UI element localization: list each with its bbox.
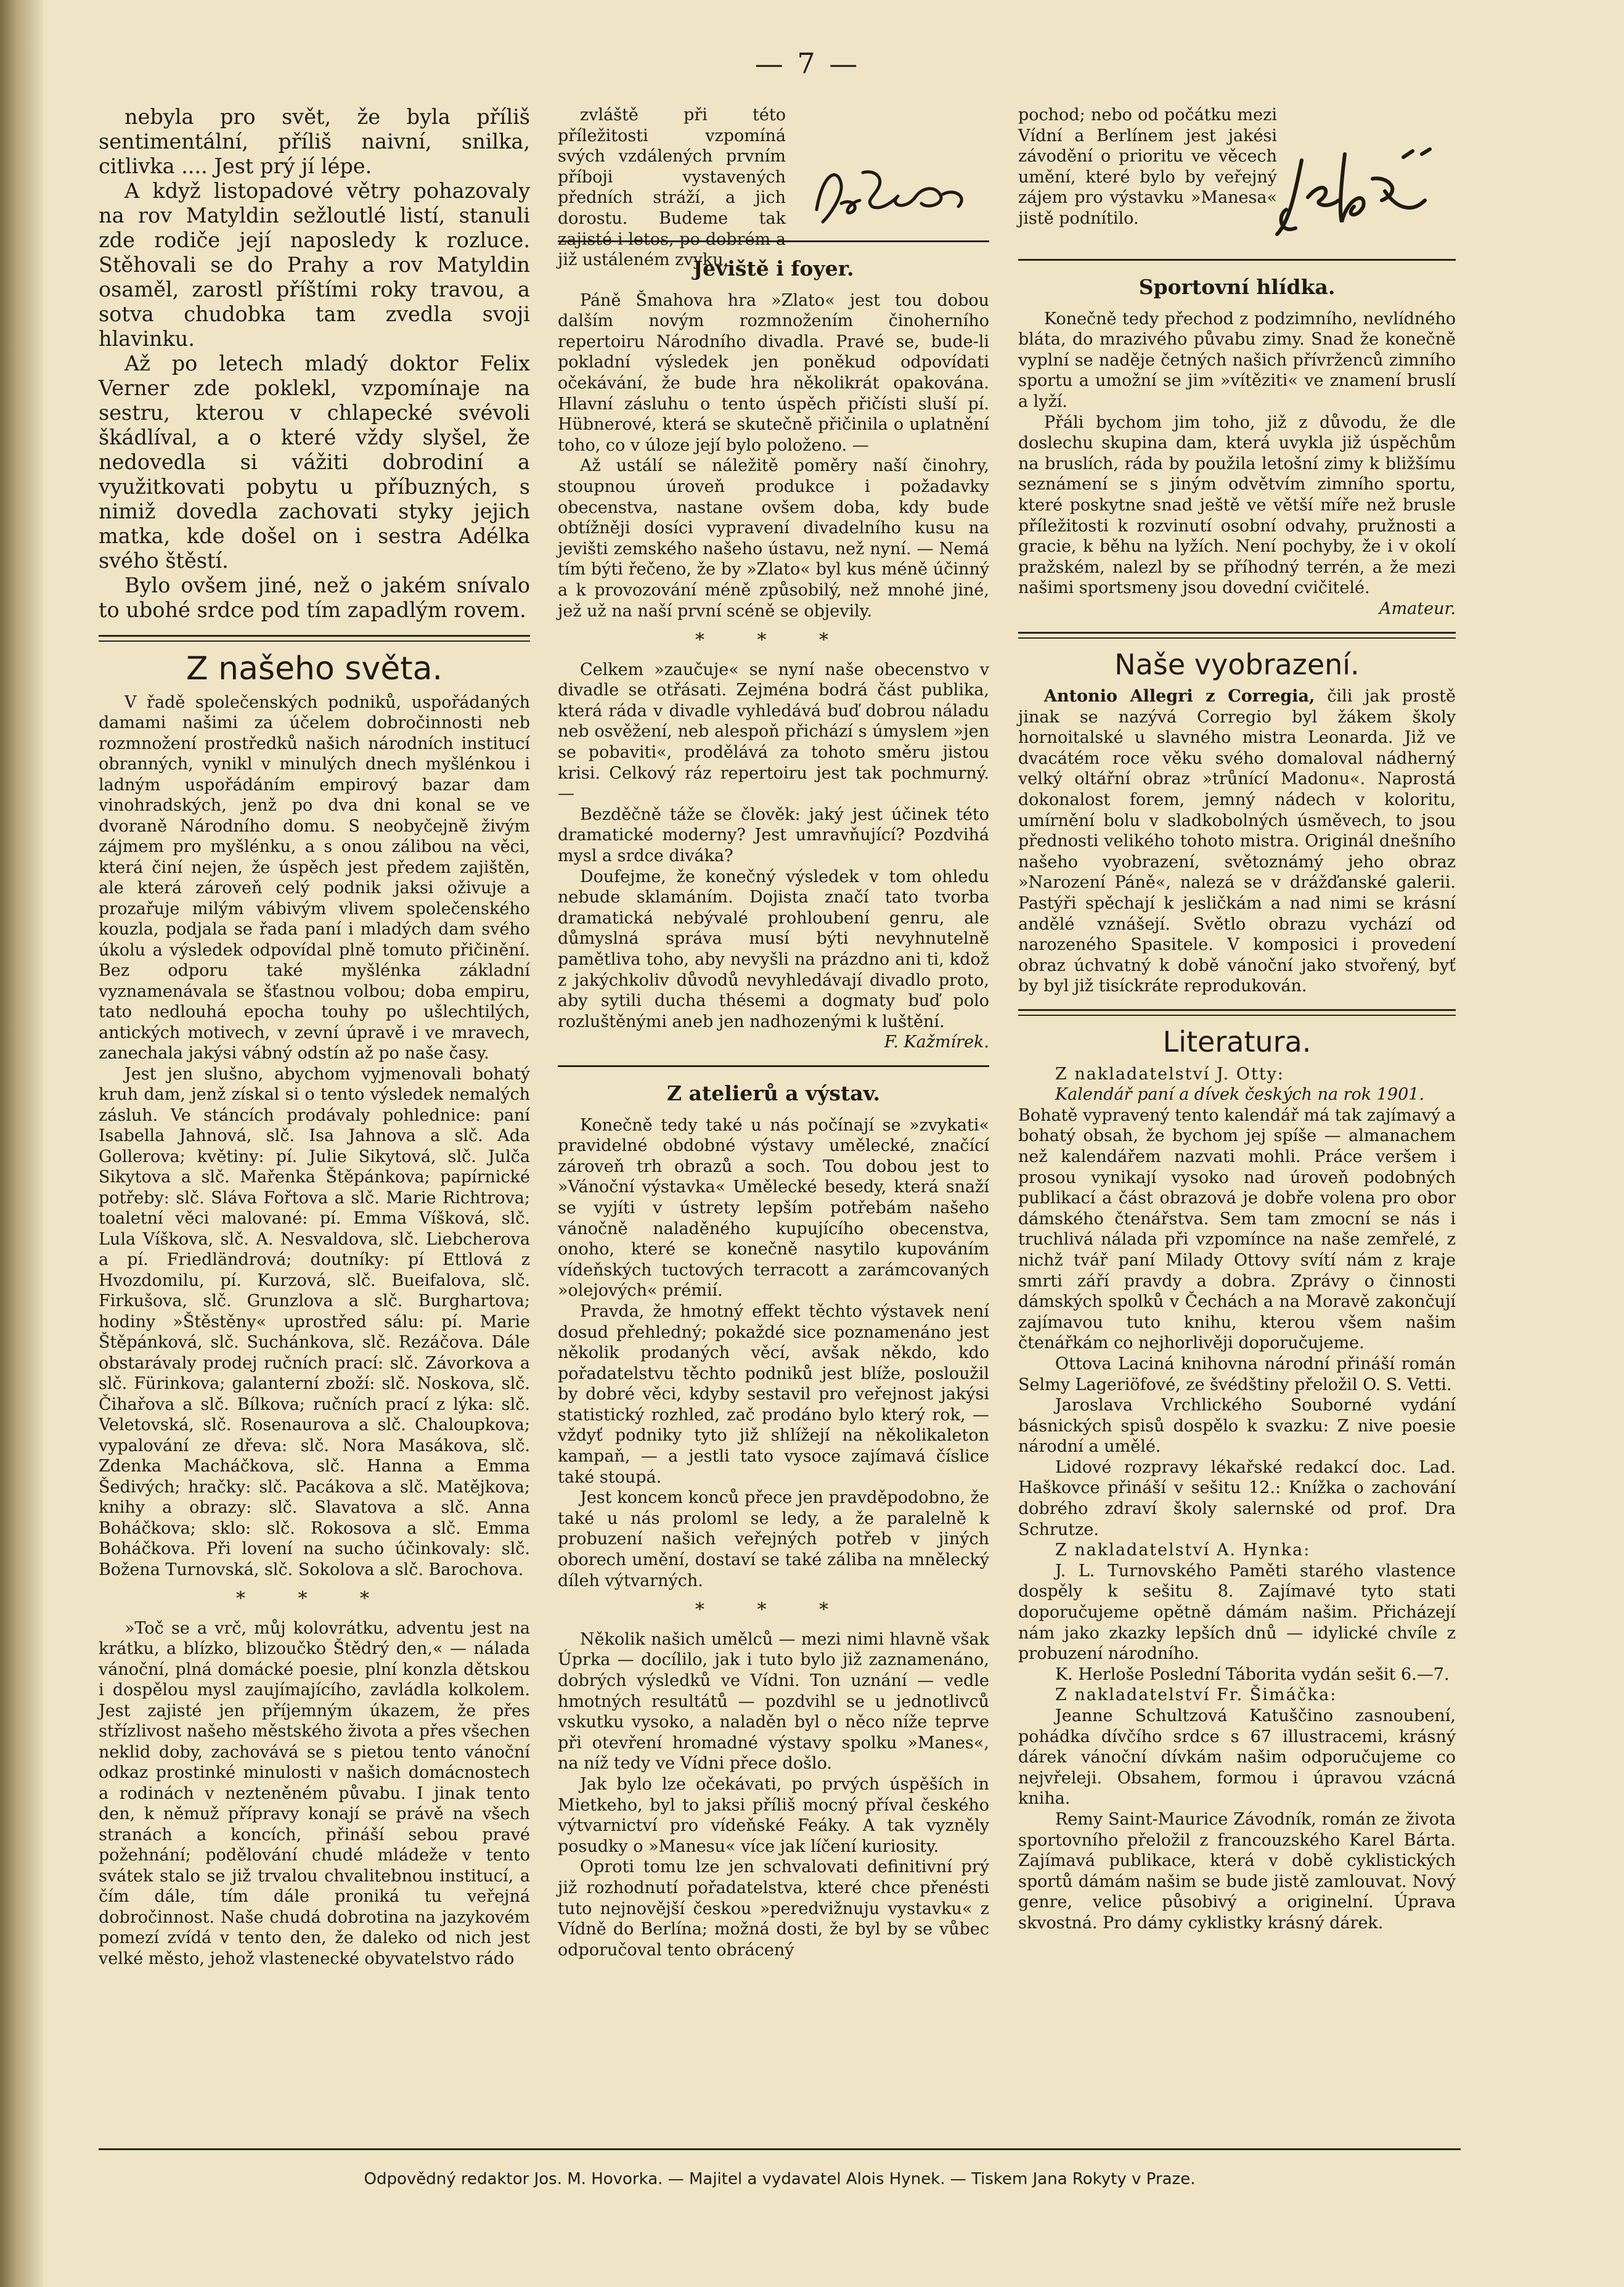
paragraph: Celkem »zaučuje« se nyní naše obecenstvo v divadle se otřásati. Zejména bodrá část publika, která ráda v divadle vyhledává buď dobrou náladu neb osvěžení, neb alespoň přichází s úmyslem »jen se pobaviti«, prodělává za tohoto směru jistou krisi. Celkový ráz repertoiru jest tak pochmurný. — xyxy=(558,660,989,804)
paragraph: Páně Šmahova hra »Zlato« jest tou dobou dalším novým rozmnožením činoherního repertoiru Národního divadla. Pravé se, bude-li pokladní výsledek jen poněkud odpovídati očekávání, že bude hra několikrát opakována. Hlavní zásluhu o tento úspěch přičísti sluší pí. Hübnerové, která se skutečně přičinila o uplatnění toho, co v úloze její bylo položeno. — xyxy=(558,290,989,455)
column-1 xyxy=(99,105,530,1969)
signature-graphic xyxy=(804,160,977,234)
column-3 xyxy=(1018,105,1456,1934)
paragraph: Bylo ovšem jiné, než o jakém snívalo to ubohé srdce pod tím zapadlým rovem. xyxy=(99,573,530,622)
paragraph: Ottova Laciná knihovna národní přináší román Selmy Lageriöfové, ze švédštiny přeložil O. S. Vetti. xyxy=(1018,1354,1456,1394)
paragraph: Pravda, že hmotný effekt těchto výstavek není dosud přehledný; pokaždé sice poznamenáno jest několik prodaných věcí, avšak někdo, kdo pořadatelstvu těchto podniků jest blíže, posloužil by dobré věci, kdyby sestavil pro veřejnost jakýsi statistický rozhled, zač prodáno bylo který rok, — vždyť podniky tyto již shlížejí na několikaleton kampaň, — a jestli tato vysoce zajímavá číslice také stoupá. xyxy=(558,1301,989,1487)
page-binding-edge xyxy=(0,0,43,2287)
paragraph: Oproti tomu lze jen schvalovati definitivní prý již rozhodnutí pořadatelstva, které chce přenésti tuto nejnovější českou »peredvižnuju vystavku« z Vídně do Berlína; možná dosti, že byl by se vůbec odporučoval tento obrácený xyxy=(558,1857,989,1960)
section-title: Sportovní hlídka. xyxy=(1138,275,1336,299)
paragraph: Jeanne Schultzová Katuščino zasnoubení, pohádka dívčího srdce s 67 illustracemi, krásný dárek vánoční dívkám našim odporučujeme co nejvřeleji. Obsahem, formou i úpravou vzácná kniha. xyxy=(1018,1706,1456,1809)
paragraph: zvláště při této příležitosti vzpomíná svých vzdálených prvním příboji vystavených předních stráží, a jich dorostu. Budeme tak zajisté i letos, po dobrém a již ustáleném zvyku. xyxy=(558,105,786,270)
paragraph: Jaroslava Vrchlického Souborné vydání básnických spisů dospělo k svazku: Z nive poesie národní a umělé. xyxy=(1018,1396,1456,1457)
divider xyxy=(99,635,530,637)
signature xyxy=(1265,142,1450,252)
signature-graphic xyxy=(1265,142,1450,247)
publisher-heading: Z nakladatelství J. Otty: xyxy=(1055,1064,1285,1084)
paragraph: Jak bylo lze očekávati, po prvých úspěších in Mietkeho, byl to jaksi příliš mocný příval českého výtvarnictví pro vídeňské Feáky. A tak vyzněly posudky o »Manesu« více jak líčení kuriosity. xyxy=(558,1774,989,1856)
section-title: Z našeho světa. xyxy=(186,650,443,687)
paragraph: Bezděčně táže se člověk: jaký jest účinek této dramatické moderny? Jest umravňující? Pozdvihá mysl a srdce diváka? xyxy=(558,804,989,866)
paragraph: »Toč se a vrč, můj kolovrátku, adventu jest na krátku, a blízko, blizoučko Štědrý den,« — nálada vánoční, plná domácké poesie, plní konzla dětskou i dospělou mysl zaujímajícího, zavládla kolkolem. Jest zajisté jen příjemným úkazem, že přes střízlivost našeho městského života a přes všechen neklid doby, zachovává se s pietou tento vánoční odkaz prostinké minulosti v našich domácnostech a rodinách v nezteněném půvabu. I jinak tento den, k němuž přípravy konají se právě na všech stranách a koncích, přináší sebou pravé požehnání; podělování chudé mládeže v tento svátek stalo se již trvalou chvalitebnou institucí, a čím dále, tím dále proniká tu veřejná dobročinnost. Naše chudá dobrotina na jazykovém pomezí zvídá v tento den, že daleko od nich jest velké město, jehož vlastenecké obyvatelstvo rádo xyxy=(99,1618,530,1968)
paragraph: nebyla pro svět, že byla příliš sentimentální, příliš naivní, snilka, citlivka .... Jest prý jí lépe. xyxy=(99,105,530,178)
column-2 xyxy=(558,105,989,1960)
author-signature: F. Kažmírek. xyxy=(884,1033,989,1052)
paragraph: Přáli bychom jim toho, již z důvodu, že dle doslechu skupina dam, která uvykla již úspěchům na bruslích, ráda by použila letošní zimy k bližšímu seznámení se s jiným odvětvím zimního sportu, které poskytne snad ještě ve větší míře než brusle příležitosti k rozvinutí osobní odvahy, pružnosti a gracie, k běhu na lyžích. Není pochyby, že i v okolí pražském, nalezl by se příhodný terrén, a že mezi našimi sportsmeny jsou dovední cvičitelé. xyxy=(1018,412,1456,598)
paragraph: V řadě společenských podniků, uspořádaných damami našimi za účelem dobročinnosti neb rozmnožení prostředků našich národních institucí obranných, vynikl v minulých dnech myšlénkou i ladným uspořádáním empirový bazar dam vinohradských, jenž po dva dni konal se ve dvoraně Národního domu. S neobyčejně živým zájmem pro myšlénku, a s onou zálibou na věci, která činí nejen, že úspěch jest předem zajištěn, ale která zároveň celý podnik jaksi oživuje a prozařuje milým vábivým vlivem společenského kouzla, podjala se řada paní i mladých dam svého úkolu a výsledek odpovídal plně tomuto přičinění. Bez odporu také myšlénka základní vyznamenávala se šťastnou volbou; doba empiru, tato nedlouhá epocha touhy po ušlechtilých, antických motivech, v zevní úpravě i ve mravech, zanechala jakýsi vábný odstín až po naše časy. xyxy=(99,692,530,1063)
paragraph: Bohatě vypravený tento kalendář má tak zajímavý a bohatý obsah, že bychom jej spíše — almanachem než kalendářem nazvati mohli. Práce veršem i prosou vynikají vysoko nad úroveň podobných publikací a část obrazová je dobře volena pro obor dámského čtenářstva. Sem tam zmocní se nás i truchlivá nálada při vzpomínce na naše zemřelé, z nichž tvář paní Milady Ottovy svítí nám z kraje smrti září pravdy a dobra. Zprávy o činnosti dámských spolků v Čechách a na Moravě zakončují zajímavou tuto knihu, kterou všem našim čtenářkám co nejhorlivěji doporučujeme. xyxy=(1018,1105,1456,1353)
divider xyxy=(99,640,530,642)
paragraph: K. Herloše Poslední Táborita vydán sešit 6.—7. xyxy=(1055,1664,1450,1684)
paragraph: Jest jen slušno, abychom vyjmenovali bohatý kruh dam, jenž získal si o tento výsledek nemalých zásluh. Ve stáncích prodávaly pohlednice: paní Isabella Jahnová, slč. Isa Jahnova a slč. Ada Gollerova; květiny: pí. Julie Sikytová, slč. Julča Sikytova a slč. Mařenka Štěpánkova; papírnické potřeby: slč. Sláva Fořtova a slč. Marie Richtrova; toaletní věci malované: pí. Emma Víšková, slč. Lula Víškova, slč. A. Nesvaldova, slč. Liebcherova a pí. Friedländrová; doutníky: pí Ettlová z Hvozdomilu, pí. Kurzová, slč. Bueifalova, slč. Firkušova, slč. Grunzlova a slč. Burghartova; hodiny »Štěstěny« uprostřed sálu: pí. Marie Štěpánková, slč. Suchánkova, slč. Rezáčova. Dále obstarávaly prodej ručních prací: slč. Závorkova a slč. Fürinkova; galanterní zboží: slč. Noskova, slč. Čihařova a slč. Bílkova; ručních prací z lýka: slč. Veletovská, slč. Rosenaurova a slč. Chaloupkova; vypalování ze dřeva: slč. Nora Masákova, slč. Zdenka Macháčkova, slč. Hanna a Emma Šedivých; hračky: slč. Pacákova a slč. Matějkova; knihy a obrazy: slč. Slavatova a slč. Anna Boháčkova; sklo: slč. Rokosova a slč. Emma Boháčkova. Při lovení na sucho účinkovaly: slč. Božena Turnovská, slč. Sokolova a slč. Barochova. xyxy=(99,1064,530,1579)
section-title: Jeviště i foyer. xyxy=(693,256,854,280)
paragraph: Doufejme, že konečný výsledek v tom ohledu nebude sklamáním. Dojista značí tato tvorba dramatická nebývalé prohloubení genru, ale důmyslná správa musí býti nevyhnutelně pamětliva toho, aby nevyšli na prázdno ani ti, kdož z jakýchkoliv důvodů nevyhledávají divadlo proto, aby sytili ducha thésemi a dogmaty buď polo rozluštěnými aneb jen nadhozenými k luštění. xyxy=(558,867,989,1031)
paragraph: pochod; nebo od počátku mezi Vídní a Berlínem jest jakési závodění o prioritu ve věcech umění, které bylo by veřejný zájem pro výstavku »Manesa« jistě podnítilo. xyxy=(1018,105,1277,228)
section-title: Z atelierů a výstav. xyxy=(667,1081,880,1105)
book-title: Kalendář paní a dívek českých na rok 1901. xyxy=(1055,1085,1425,1105)
paragraph: Konečně tedy také u nás počínají se »zvykati« pravidelné obdobné výstavy umělecké, značící zároveň trh obrazů a soch. Tou dobou jest to »Vánoční výstavka« Umělecké besedy, která snaží se vyjíti v ústrety lepším potřebám našeho vánočně naladěného kupujícího obecenstva, onoho, které se konečně nasytilo kupováním vídeňských tuctových terracott a zarámcovaných »olejových« prémií. xyxy=(558,1115,989,1301)
section-stars: * * * xyxy=(695,629,852,652)
divider xyxy=(1018,632,1456,634)
divider xyxy=(1018,637,1456,639)
literature-list xyxy=(1018,1064,1456,1934)
divider xyxy=(558,1065,989,1067)
paragraph: čili jak prostě jinak se nazývá Corregio byl žákem školy hornoitalské u slavného mistra Leonarda. Již ve dvacátém roce věku svého domaloval nádherný velký oltářní obraz »trůnící Madonu«. Naprostá dokonalost forem, jemný nádech v koloritu, umírnění bolu v sladkobolných úsměvech, to jsou přednosti velikého tohoto mistra. Originál dnešního našeho vyobrazení, světoznámý jeho obraz »Narození Páně«, nalezá se v drážďanské galerii. Pastýři spěchají k jesličkám a nad nimi se krásní andělé vznášejí. Světlo obrazu vychází od narozeného Spasitele. V komposici i provedení obraz úchvatný k době vánoční jako stvořený, byť by byl již tisíckráte reprodukován. xyxy=(1018,687,1456,996)
section-title: Naše vyobrazení. xyxy=(1114,647,1360,681)
paragraph: Až po letech mladý doktor Felix Verner zde poklekl, vzpomínaje na sestru, kterou v chlapecké svévoli škádlíval, a o které vždy slyšel, že nedovedla si vážiti dobrodiní a využitkovati pobytu u příbuzných, s nimiž dovedla zachovati styky jejich matka, kde došel on i sestra Adélka svého štěstí. xyxy=(99,351,530,573)
author-signature: Amateur. xyxy=(1379,599,1456,618)
footer-divider xyxy=(99,2148,1461,2150)
painter-name: Antonio Allegri z Corregia, xyxy=(1044,687,1315,706)
section-stars: * * * xyxy=(695,1599,852,1621)
divider xyxy=(1018,259,1456,261)
page-number: — 7 — xyxy=(754,47,860,80)
paragraph: Lidové rozpravy lékařské redakcí doc. Lad. Haškovce přináší v sešitu 12.: Knížka o zachování dobrého zdraví školy salernské od prof. Dra Schrutze. xyxy=(1018,1457,1456,1539)
paragraph: Konečně tedy přechod z podzimního, nevlídného bláta, do mrazivého půvabu zimy. Snad že konečně vyplní se naděje četných našich přívrženců zimního sportu a umožní se jim »vítěziti« ve znamení bruslí a lyží. xyxy=(1018,309,1456,411)
paragraph: J. L. Turnovského Paměti starého vlastence dospěly k sešitu 8. Zajímavé tyto stati doporučujeme opětně dámám našim. Přicházejí nám jako zkazky lepších dnů — idylické chvíle z probuzení národního. xyxy=(1018,1561,1456,1664)
paragraph: Několik našich umělců — mezi nimi hlavně však Úprka — docílilo, jak i tuto bylo již zaznamenáno, dobrých výsledků ve Vídni. Ton uznání — vedle hmotných resultátů — pozdvihl se u jednotlivců vskutku vysoko, a naladěn byl o něco níže teprve při otevření hromadné výstavy spolku »Manes«, na níž tedy ve Vídni přece došlo. xyxy=(558,1629,989,1774)
divider xyxy=(1018,1009,1456,1011)
publisher-heading: Z nakladatelství A. Hynka: xyxy=(1055,1540,1311,1560)
paragraph: A když listopadové větry pohazovaly na rov Matyldin sežloutlé listí, stanuli zde rodiče její naposledy k rozluce. Stěhovali se do Prahy a rov Matyldin osaměl, zarostl příštími roky travou, a sotva chudobka tam zvedla svoji hlavinku. xyxy=(99,179,530,351)
section-title: Literatura. xyxy=(1162,1025,1312,1058)
story-ending xyxy=(99,105,530,623)
paragraph: Až ustálí se náležitě poměry naší činohry, stoupnou úroveň produkce i požadavky obecenstva, nastane ovšem doba, kdy bude obtížněji dosíci vypravení divadelního kusu na jevišti zemského našeho ústavu, než nyní. — Nemá tím býti řečeno, že by »Zlato« byl kus méně účinný a k provozování méně způsobilý, než mnohé jiné, jež už na naší první scéně se objevily. xyxy=(558,456,989,621)
signature xyxy=(804,160,977,240)
section-stars: * * * xyxy=(235,1588,393,1610)
imprint-footer: Odpovědný redaktor Jos. M. Hovorka. — Majitel a vydavatel Alois Hynek. — Tiskem Jana Rokyty v Praze. xyxy=(364,2170,1196,2188)
paragraph: Jest koncem konců přece jen pravděpodobno, že také u nás proloml se ledy, a že paralelně k probuzení našich veřejných potřeb v jiných oborech umění, dostaví se také záliba na mnělecký díleh výtvarných. xyxy=(558,1488,989,1590)
paragraph: Remy Saint-Maurice Závodník, román ze života sportovního přeložil z francouzského Karel Bárta. Zajímavá publikace, která v době cyklistických sportů dámám našim se bude jistě zamlouvat. Nový genre, velice působivý a originelní. Úprava skvostná. Pro dámy cyklistky krásný dárek. xyxy=(1018,1809,1456,1933)
publisher-heading: Z nakladatelství Fr. Šimáčka: xyxy=(1055,1685,1337,1705)
divider xyxy=(1018,1015,1456,1016)
